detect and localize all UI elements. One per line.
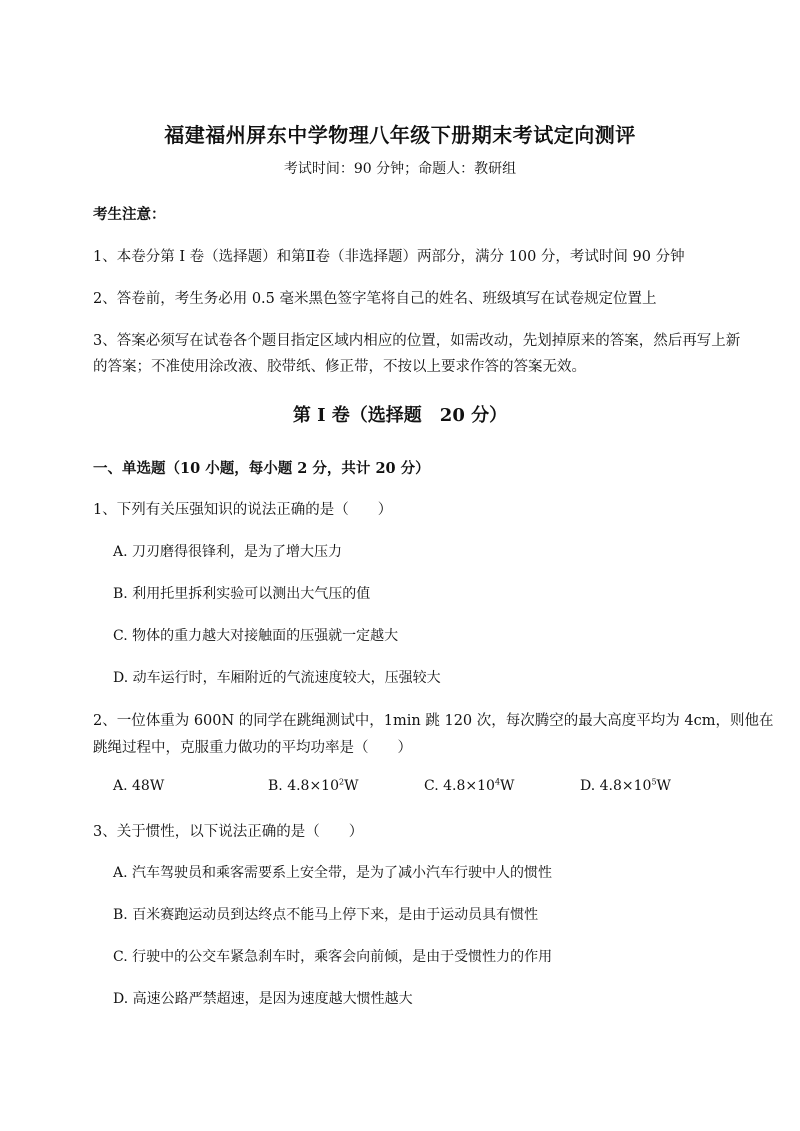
question-1-option-c: C. 物体的重力越大对接触面的压强就一定越大 [113,628,399,644]
question-1-option-a: A. 刀刃磨得很锋利，是为了增大压力 [113,544,343,560]
notice-item-1: 1、本卷分第 I 卷（选择题）和第Ⅱ卷（非选择题）两部分，满分 100 分，考试时间 90 分钟 [93,249,685,265]
question-2-stem-line-2: 跳绳过程中，克服重力做功的平均功率是（ ） [93,740,412,756]
question-2-option-d: D. $4.8\times 10^5W$ [580,777,671,794]
question-3-option-d: D. 高速公路严禁超速，是因为速度越大惯性越大 [113,991,413,1007]
notice-item-2: 2、答卷前，考生务必用 0.5 毫米黑色签字笔将自己的姓名、班级填写在试卷规定位置上 [93,291,657,307]
question-3-stem: 3、关于惯性，以下说法正确的是（ ） [93,824,364,840]
exam-subtitle: 考试时间：90 分钟；命题人：教研组 [283,161,517,177]
question-2-option-a: A. 48W [113,778,165,794]
notice-heading: 考生注意： [93,206,166,223]
question-1-stem: 1、下列有关压强知识的说法正确的是（ ） [93,502,393,518]
question-3-option-c: C. 行驶中的公交车紧急刹车时，乘客会向前倾，是由于受惯性力的作用 [113,949,553,965]
part-heading: 一、单选题（10 小题，每小题 2 分，共计 20 分） [93,460,430,477]
section-title: 第 I 卷（选择题 20 分） [292,405,508,426]
exam-title: 福建福州屏东中学物理八年级下册期末考试定向测评 [164,123,636,147]
question-3-option-a: A. 汽车驾驶员和乘客需要系上安全带，是为了减小汽车行驶中人的惯性 [113,865,553,881]
question-2-option-b: B. $4.8\times 10^2W$ [268,777,359,794]
question-2-stem-line-1: 2、一位体重为 600N 的同学在跳绳测试中，1min 跳 120 次，每次腾空的最大高度平均为 4cm，则他在 [93,713,774,729]
notice-item-3: 3、答案必须写在试卷各个题目指定区域内相应的位置，如需改动，先划掉原来的答案，然后再写上新 [93,333,741,349]
question-1-option-d: D. 动车运行时，车厢附近的气流速度较大，压强较大 [113,670,441,686]
question-3-option-b: B. 百米赛跑运动员到达终点不能马上停下来，是由于运动员具有惯性 [113,907,539,923]
question-1-option-b: B. 利用托里拆利实验可以测出大气压的值 [113,586,371,602]
question-2-option-c: C. $4.8\times 10^4W$ [424,777,515,794]
notice-item-3-cont: 的答案；不准使用涂改液、胶带纸、修正带，不按以上要求作答的答案无效。 [93,359,586,375]
